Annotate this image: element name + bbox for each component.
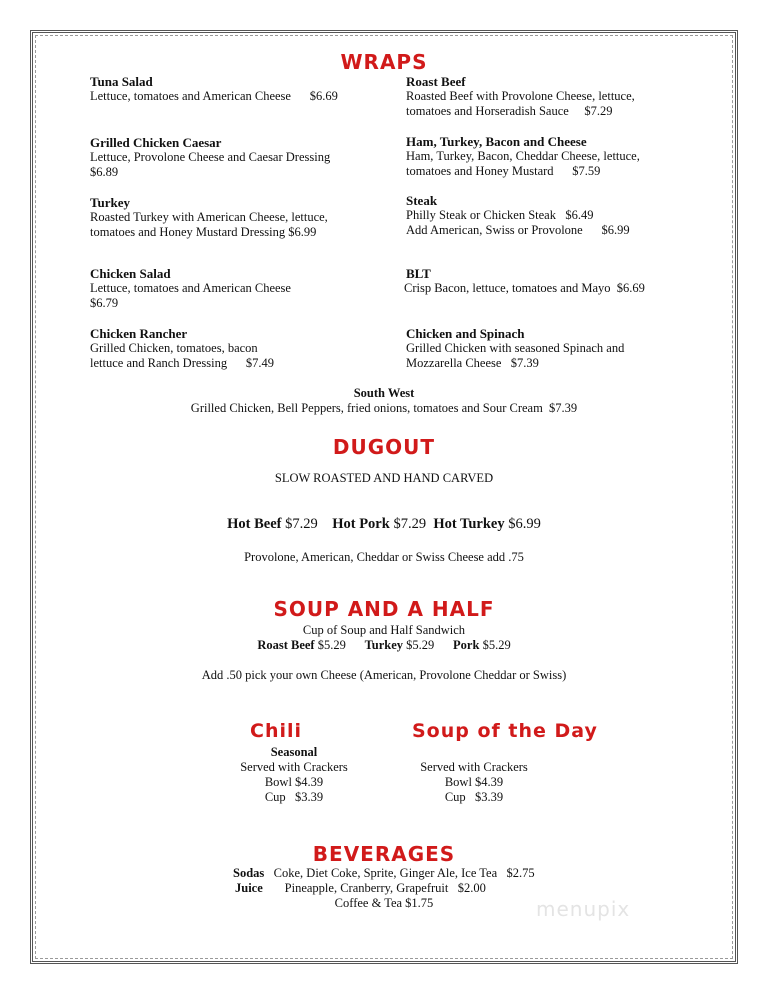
juice-label: Juice (235, 881, 263, 895)
item-name: BLT (406, 266, 431, 281)
soup-day-details (404, 760, 544, 805)
item-desc: tomatoes and Horseradish Sauce $7.29 (406, 104, 613, 118)
item-name: Chicken Salad (90, 266, 171, 281)
chili-cup: Cup $3.39 (264, 790, 324, 804)
item-desc: Philly Steak or Chicken Steak $6.49 (406, 208, 594, 222)
soup-day-heading: Soup of the Day (412, 720, 598, 742)
soup-half-note: Add .50 pick your own Cheese (American, Provolone Cheddar or Swiss) (201, 668, 567, 682)
item-name: Steak (406, 193, 438, 208)
soup-day-served: Served with Crackers (420, 760, 528, 774)
soup-half-item-name: Pork (453, 638, 480, 652)
wrap-item-chicken-salad (90, 266, 390, 311)
soup-half-sub: Cup of Soup and Half Sandwich (302, 623, 466, 637)
beverage-coffee: Coffee & Tea $1.75 (334, 896, 434, 910)
item-desc: Add American, Swiss or Provolone $6.99 (406, 223, 630, 237)
dugout-item-price: $7.29 (285, 516, 318, 532)
wrap-item-blt (406, 266, 706, 296)
dugout-item-name: Hot Turkey (433, 516, 505, 532)
beverage-juice (235, 881, 486, 896)
sodas-label: Sodas (233, 866, 265, 880)
soup-half-item-price: $5.29 (482, 638, 511, 652)
wrap-item-turkey (90, 195, 390, 240)
item-desc: Grilled Chicken, Bell Peppers, fried onions, tomatoes and Sour Cream $7.39 (190, 401, 578, 415)
wrap-item-roast-beef (406, 74, 706, 119)
item-desc: Crisp Bacon, lettuce, tomatoes and Mayo $6.69 (404, 281, 645, 295)
item-name: Turkey (90, 195, 130, 210)
item-price: $6.89 (90, 165, 119, 179)
item-desc: Roasted Beef with Provolone Cheese, lettuce, (406, 89, 635, 103)
item-name: Tuna Salad (90, 74, 153, 89)
dugout-item-name: Hot Beef (227, 516, 282, 532)
sodas-list: Coke, Diet Coke, Sprite, Ginger Ale, Ice Tea $2.75 (273, 866, 535, 880)
dugout-cheese-note: Provolone, American, Cheddar or Swiss Cheese add .75 (244, 550, 524, 564)
chili-bowl: Bowl $4.39 (264, 775, 324, 789)
item-name: Ham, Turkey, Bacon and Cheese (406, 134, 587, 149)
item-desc: Mozzarella Cheese $7.39 (406, 356, 539, 370)
chili-served: Served with Crackers (240, 760, 348, 774)
dugout-item-name: Hot Pork (332, 516, 390, 532)
chili-seasonal: Seasonal (270, 745, 318, 759)
wrap-item-ham-turkey-bacon-cheese (406, 134, 706, 179)
dugout-item-price: $6.99 (508, 516, 541, 532)
item-desc: lettuce and Ranch Dressing $7.49 (90, 356, 274, 370)
soup-half-items (0, 638, 768, 653)
wrap-item-tuna-salad (90, 74, 390, 104)
item-desc: tomatoes and Honey Mustard Dressing $6.99 (90, 225, 317, 239)
item-name: Roast Beef (406, 74, 466, 89)
item-desc: Lettuce, tomatoes and American Cheese (90, 281, 291, 295)
soup-half-item-price: $5.29 (406, 638, 435, 652)
wrap-item-chicken-rancher (90, 326, 390, 371)
dugout-item-price: $7.29 (393, 516, 427, 532)
dugout-heading: DUGOUT (332, 435, 436, 459)
soup-day-cup: Cup $3.39 (444, 790, 504, 804)
item-price: $6.79 (90, 296, 119, 310)
item-desc: Lettuce, Provolone Cheese and Caesar Dressing (90, 150, 331, 164)
item-name: Grilled Chicken Caesar (90, 135, 222, 150)
wrap-item-chicken-spinach (406, 326, 706, 371)
item-desc: tomatoes and Honey Mustard $7.59 (406, 164, 601, 178)
beverages-heading: BEVERAGES (312, 842, 456, 866)
wrap-item-grilled-chicken-caesar (90, 135, 390, 180)
dugout-tagline: SLOW ROASTED AND HAND CARVED (274, 471, 494, 485)
soup-half-heading: SOUP AND A HALF (273, 597, 495, 621)
item-name: Chicken Rancher (90, 326, 188, 341)
wrap-item-steak (406, 193, 706, 238)
soup-half-item-price: $5.29 (317, 638, 346, 652)
item-name: Chicken and Spinach (406, 326, 525, 341)
item-name: South West (353, 386, 415, 400)
chili-heading: Chili (250, 720, 303, 742)
chili-details (224, 745, 364, 805)
soup-day-bowl: Bowl $4.39 (444, 775, 504, 789)
menupix-watermark: menupix (536, 897, 631, 921)
wrap-item-south-west (0, 386, 768, 416)
dugout-items (0, 517, 768, 532)
juice-list: Pineapple, Cranberry, Grapefruit $2.00 (284, 881, 486, 895)
item-desc: Lettuce, tomatoes and American Cheese $6.69 (90, 89, 338, 103)
item-desc: Roasted Turkey with American Cheese, lettuce, (90, 210, 328, 224)
soup-half-item-name: Roast Beef (257, 638, 315, 652)
item-desc: Ham, Turkey, Bacon, Cheddar Cheese, lettuce, (406, 149, 640, 163)
item-desc: Grilled Chicken with seasoned Spinach and (406, 341, 625, 355)
item-desc: Grilled Chicken, tomatoes, bacon (90, 341, 258, 355)
beverage-sodas (233, 866, 535, 881)
soup-half-item-name: Turkey (364, 638, 404, 652)
wraps-heading: WRAPS (340, 50, 428, 74)
